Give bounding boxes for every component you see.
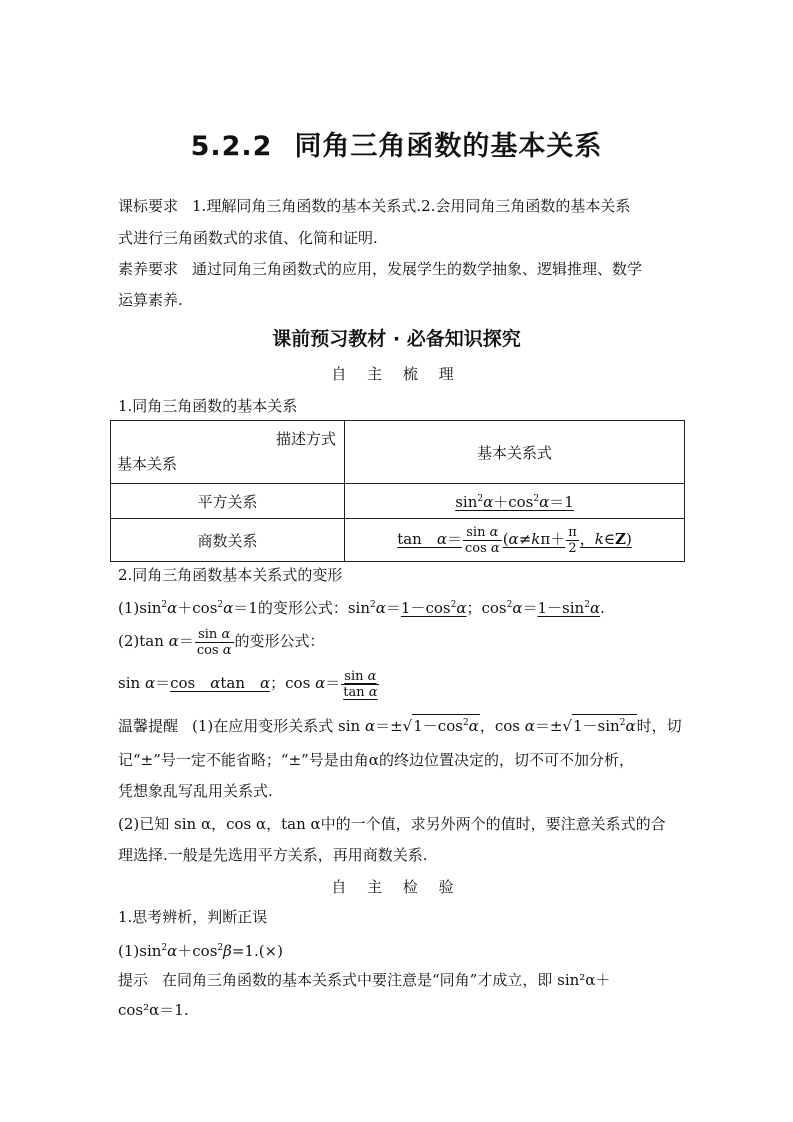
curriculum-requirement [118,196,630,216]
question-heading: 1.思考辨析，判断正误 [118,908,268,926]
page-title [0,124,793,163]
header-describe: 描述方式 [275,430,336,448]
row-square-label: 平方关系 [111,484,345,519]
tip-line-3: 凭想象乱写乱用关系式. [118,782,273,800]
hint-line-2: cos²α＝1. [118,1001,189,1019]
tip-line-4: (2)已知 sin α，cos α，tan α中的一个值，求另外两个的值时，要注意关系式的合 [118,815,666,833]
literacy-label: 素养要求 [118,260,179,278]
row-quotient-label: 商数关系 [111,519,345,562]
formula-2-variants: sin α＝cos αtan α；cos α＝ $\frac{\text{sin α}}{\text{tan α}}$ [118,668,378,700]
tip-line-5: 理选择.一般是先选用平方关系，再用商数关系. [118,846,428,864]
requirement-text-cont: 式进行三角函数式的求值、化简和证明. [118,229,378,247]
requirement-text: 1.理解同角三角函数的基本关系式.2.会用同角三角函数的基本关系 [192,197,631,215]
hint-label: 提示 [118,971,149,989]
literacy-requirement [118,259,642,279]
formula-1: $(1)\sin^2\alpha+\cos^2\alpha=1$的变形公式：$\sin^2\alpha=1-\cos^2\alpha$；$\cos^2\alpha=1-\sin^2\alpha$. [118,599,605,617]
tip-line-1: 温馨提醒 (1)在应用变形关系式 $\sin \alpha=\pm√1-\cos^2\alpha$，$\cos \alpha=\pm√1-\sin^2\alpha$时，切 [118,714,682,736]
row-square-formula: $\sin^2\alpha+\cos^2\alpha=1$ [345,484,685,519]
item-heading-2: 2.同角三角函数基本关系式的变形 [118,566,343,584]
header-formula: 基本关系式 [345,421,685,484]
formula-2: (2)tan α＝ $\frac{\text{sin α}}{\text{cos α}}$ 的变形公式： [118,626,325,658]
tip-label: 温馨提醒 [118,717,179,735]
header-relation: 基本关系 [117,455,178,473]
requirement-label: 课标要求 [118,197,179,215]
section-heading: 课前预习教材 · 必备知识探究 [272,328,521,350]
table-header-cell [111,421,345,484]
title-text: 同角三角函数的基本关系 [294,131,603,162]
literacy-text: 通过同角三角函数式的应用，发展学生的数学抽象、逻辑推理、数学 [192,260,643,278]
subsection-heading-2: 自 主 检 验 [331,878,462,896]
item-heading: 1.同角三角函数的基本关系 [118,397,298,415]
tip-line-2: 记“±”号一定不能省略；“±”号是由角α的终边位置决定的，切不可不加分析， [118,751,634,769]
literacy-text-cont: 运算素养. [118,291,183,309]
relations-table [110,420,685,562]
row-quotient-formula: tan α＝ $\frac{\text{sin α}}{\text{cos α}}$ (α≠kπ＋ $\frac{\pi}{2}$ ，k∈Z) [345,519,685,562]
section-number: 5.2.2 [190,131,273,162]
hint-line-1: 提示 在同角三角函数的基本关系式中要注意是“同角”才成立，即 sin²α＋ [118,971,611,989]
subsection-heading: 自 主 梳 理 [331,365,462,383]
question-1-1: $(1)\sin^2\alpha+\cos^2\beta=1.(\times)$ [118,942,283,960]
